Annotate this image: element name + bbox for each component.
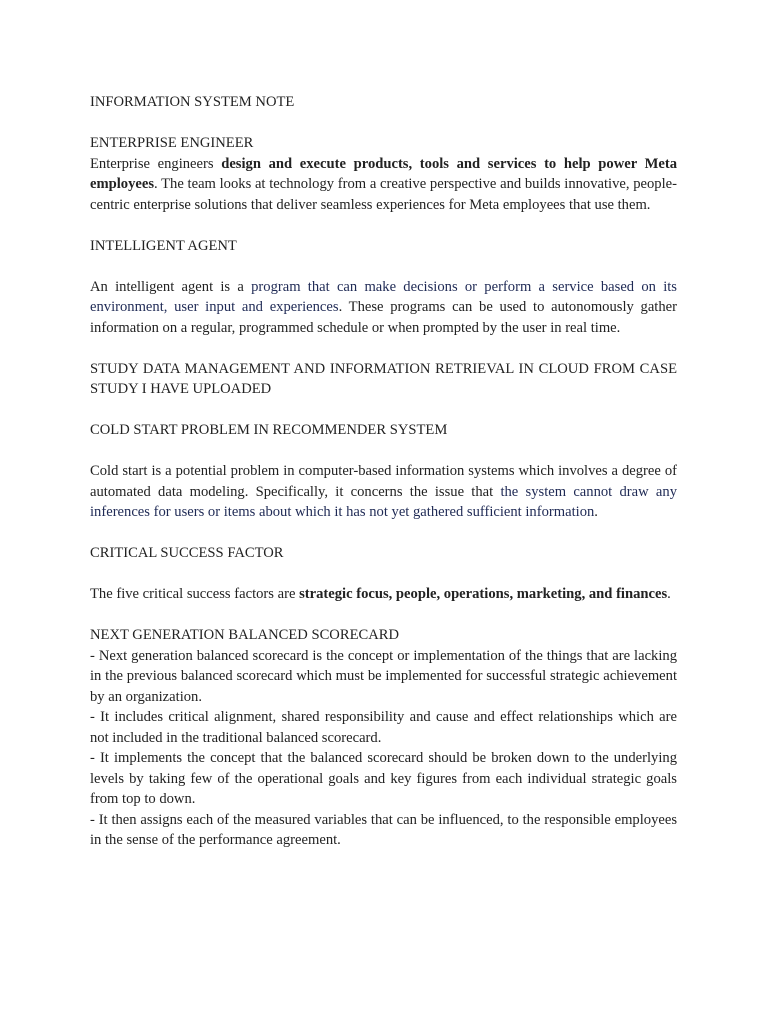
enterprise-heading: ENTERPRISE ENGINEER xyxy=(90,135,254,151)
scorecard-item: - It then assigns each of the measured variables that can be influenced, to the responsible employees in the sense of the performance agreement. xyxy=(90,811,677,848)
scorecard-heading: NEXT GENERATION BALANCED SCORECARD xyxy=(90,627,400,643)
agent-paragraph: An intelligent agent is a program that can make decisions or perform a service based on its environment, user input and experiences. These programs can be used to autonomously gather information on a regular, programmed schedule or when prompted by the user in real time. xyxy=(90,278,677,336)
scorecard-item: - Next generation balanced scorecard is the concept or implementation of the things that are lacking in the previous balanced scorecard which must be implemented for successful strategic achievement by an organization. xyxy=(90,647,677,705)
coldstart-heading: COLD START PROBLEM IN RECOMMENDER SYSTEM xyxy=(90,422,448,438)
agent-heading: INTELLIGENT AGENT xyxy=(90,237,237,254)
document-page xyxy=(90,92,677,851)
study-heading: STUDY DATA MANAGEMENT AND INFORMATION RETRIEVAL IN CLOUD FROM CASE STUDY I HAVE UPLOADED xyxy=(90,360,677,397)
document-title: INFORMATION SYSTEM NOTE xyxy=(90,94,295,110)
csf-paragraph: The five critical success factors are strategic focus, people, operations, marketing, and finances. xyxy=(90,586,671,602)
scorecard-item: - It includes critical alignment, shared responsibility and cause and effect relationships which are not included in the traditional balanced scorecard. xyxy=(90,709,677,746)
enterprise-paragraph: Enterprise engineers design and execute products, tools and services to help power Meta employees. The team looks at technology from a creative perspective and builds innovative, people-centric enterprise solutions that deliver seamless experiences for Meta employees that use them. xyxy=(90,155,678,213)
scorecard-item: - It implements the concept that the balanced scorecard should be broken down to the underlying levels by taking few of the operational goals and key figures from each individual strategic goals from top to down. xyxy=(90,750,677,807)
coldstart-paragraph: Cold start is a potential problem in computer-based information systems which involves a degree of automated data modeling. Specifically, it concerns the issue that the system cannot draw any inferences for users or items about which it has not yet gathered sufficient information. xyxy=(90,463,677,520)
csf-heading: CRITICAL SUCCESS FACTOR xyxy=(90,545,284,561)
